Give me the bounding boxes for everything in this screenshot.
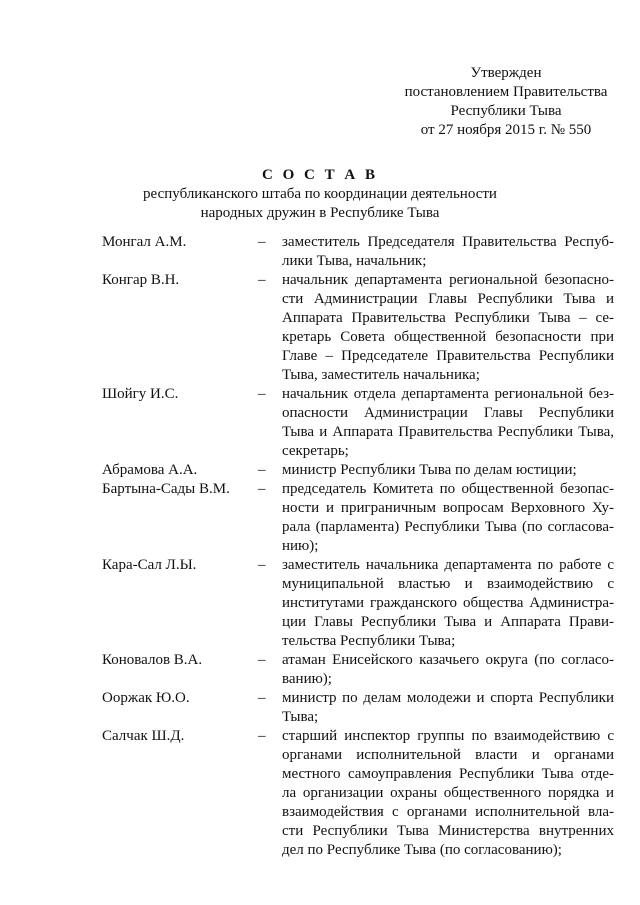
member-dash: – <box>258 272 266 288</box>
member-dash: – <box>258 386 266 402</box>
member-position <box>282 651 614 689</box>
subtitle-line: народных дружин в Республике Тыва <box>200 205 440 221</box>
member-row <box>102 689 614 727</box>
position-line: рала (парламента) Республики Тыва (по согласова- <box>282 519 614 535</box>
position-line: дел по Республике Тыва (по согласованию); <box>282 842 562 858</box>
position-line: кретарь Совета общественной безопасности при <box>282 329 614 345</box>
member-row <box>102 727 614 860</box>
position-line: сти Администрации Главы Республики Тыва и <box>282 291 614 307</box>
members-list <box>102 233 614 860</box>
position-line: заместитель Председателя Правительства Респуб- <box>282 234 614 250</box>
member-dash: – <box>258 462 266 478</box>
position-line: заместитель начальника департамента по работе с <box>282 557 614 573</box>
member-position <box>282 480 614 556</box>
member-dash: – <box>258 234 266 250</box>
position-line: секретарь; <box>282 443 349 459</box>
position-line: ности и приграничным вопросам Верховного Ху- <box>282 500 614 516</box>
position-line: институтами гражданского общества Администра- <box>282 595 614 611</box>
member-position <box>282 689 614 727</box>
member-position <box>282 233 614 271</box>
member-name: Ооржак Ю.О. <box>102 690 190 706</box>
document-title: С О С Т А В <box>262 167 378 183</box>
position-line: органами исполнительной власти и органами <box>282 747 614 763</box>
member-dash: – <box>258 690 266 706</box>
position-line: местного самоуправления Республики Тыва отде- <box>282 766 614 782</box>
member-position <box>282 271 614 385</box>
member-name: Коновалов В.А. <box>102 652 203 668</box>
member-row <box>102 385 614 461</box>
position-line: Тыва и Аппарата Правительства Республики Тыва, <box>282 424 614 440</box>
position-line: председатель Комитета по общественной безопас- <box>282 481 614 497</box>
member-name: Салчак Ш.Д. <box>102 728 185 744</box>
position-line: муниципальной властью и взаимодействию с <box>282 576 614 592</box>
position-line: начальник департамента региональной безопасно- <box>282 272 614 288</box>
position-line: Тыва; <box>282 709 319 725</box>
member-name: Монгал А.М. <box>102 234 187 250</box>
member-dash: – <box>258 728 266 744</box>
position-line: лики Тыва, начальник; <box>282 253 427 269</box>
approval-line: Утвержден <box>470 65 542 81</box>
member-row <box>102 233 614 271</box>
approval-line: Республики Тыва <box>450 103 562 119</box>
approval-line: от 27 ноября 2015 г. № 550 <box>420 122 592 138</box>
position-line: сти Республики Тыва Министерства внутренних <box>282 823 614 839</box>
member-row <box>102 461 614 480</box>
position-line: тельства Республики Тыва; <box>282 633 456 649</box>
position-line: атаман Енисейского казачьего округа (по согласо- <box>282 652 614 668</box>
member-position <box>282 556 614 651</box>
member-row <box>102 651 614 689</box>
approval-line: постановлением Правительства <box>404 84 608 100</box>
position-line: Тыва, заместитель начальника; <box>282 367 480 383</box>
position-line: взаимодействия с органами исполнительной вла- <box>282 804 614 820</box>
member-position <box>282 461 614 480</box>
member-row <box>102 556 614 651</box>
member-name: Кара-Сал Л.Ы. <box>102 557 197 573</box>
position-line: ванию); <box>282 671 332 687</box>
position-line: ции Главы Республики Тыва и Аппарата Прави- <box>282 614 614 630</box>
position-line: министр по делам молодежи и спорта Республики <box>282 690 614 706</box>
member-name: Бартына-Сады В.М. <box>102 481 230 497</box>
document-subtitle <box>0 185 640 223</box>
position-line: начальник отдела департамента региональной без- <box>282 386 614 402</box>
member-name: Конгар В.Н. <box>102 272 180 288</box>
position-line: министр Республики Тыва по делам юстиции; <box>282 462 577 478</box>
subtitle-line: республиканского штаба по координации деятельности <box>143 186 497 202</box>
member-position <box>282 385 614 461</box>
approval-stamp <box>372 64 640 140</box>
member-name: Шойгу И.С. <box>102 386 179 402</box>
position-line: Главе – Председателе Правительства Республики <box>282 348 614 364</box>
position-line: старший инспектор группы по взаимодействию с <box>282 728 614 744</box>
member-dash: – <box>258 557 266 573</box>
position-line: ла организации охраны общественного порядка и <box>282 785 614 801</box>
member-dash: – <box>258 652 266 668</box>
position-line: опасности Администрации Главы Республики <box>282 405 614 421</box>
position-line: нию); <box>282 538 319 554</box>
member-row <box>102 271 614 385</box>
member-position <box>282 727 614 860</box>
position-line: Аппарата Правительства Республики Тыва – се- <box>282 310 614 326</box>
member-row <box>102 480 614 556</box>
member-dash: – <box>258 481 266 497</box>
member-name: Абрамова А.А. <box>102 462 198 478</box>
